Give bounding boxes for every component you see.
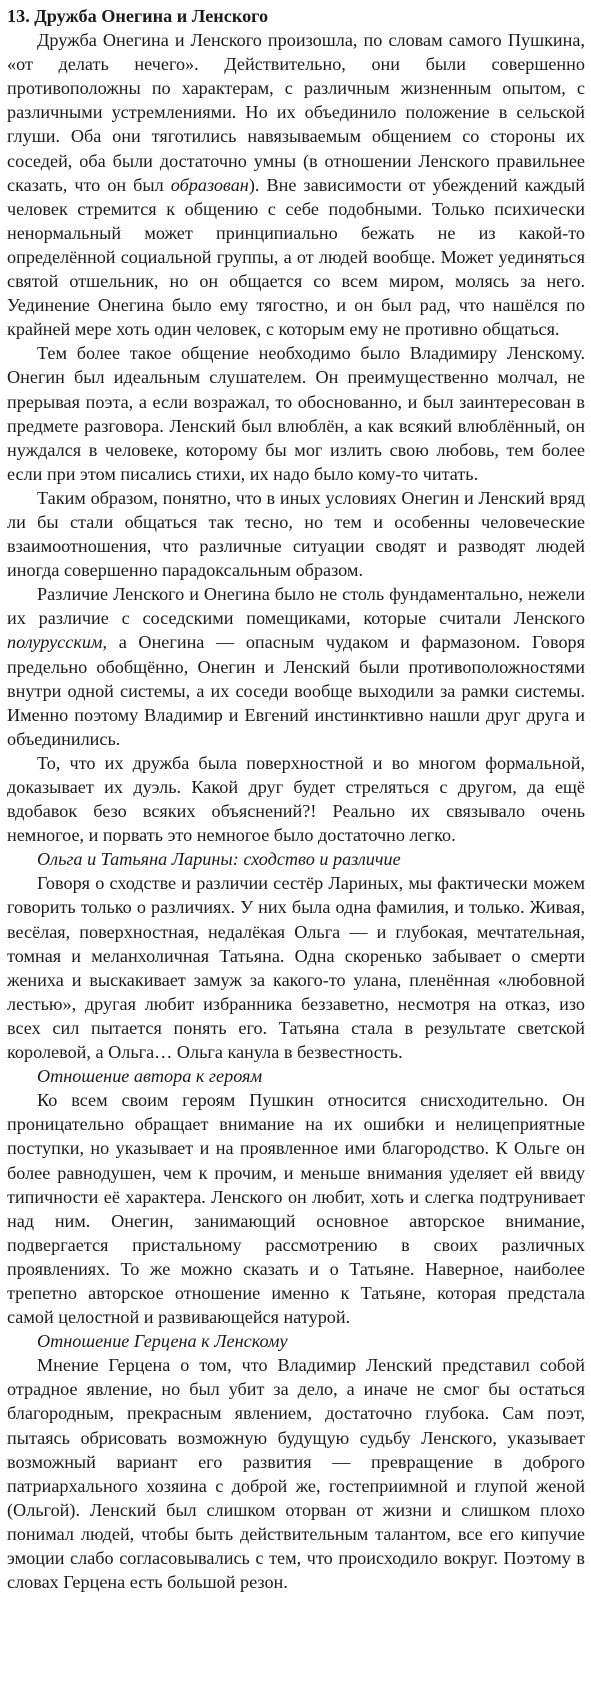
italic-term: образован <box>170 174 249 195</box>
paragraph: Говоря о сходстве и различии сестёр Лариных, мы фактически можем говорить только о различиях. У них была одна фамилия, и только. Живая, весёлая, поверхностная, недалёкая Ольга — и глубокая, мечтательная, томная и меланхоличная Татьяна. Одна скоренько забывает о смерти жениха и выскакивает замуж за какого-то улана, пленённая «любовной лестью», другая любит избранника беззаветно, несмотря на отказ, изо всех сил пытается понять его. Татьяна стала в результате светской королевой, а Ольга… Ольга канула в безвестность. <box>7 873 585 1063</box>
paragraph <box>7 28 585 341</box>
chapter-heading: 13. Дружба Онегина и Ленского <box>7 6 269 26</box>
paragraph-text: Дружба Онегина и Ленского произошла, по словам самого Пушкина, «от делать нечего». Действительно, они были совершенно противоположны по характерам, с различным жизненным опытом, с различными устремлениями. Но их объединило положение в сельской глуши. Оба они тяготились навязываемым общением со стороны их соседей, оба были достаточно умны (в отношении Ленского правильнее сказать, что он был <box>7 30 585 195</box>
section-subheading: Отношение Герцена к Ленскому <box>37 1331 288 1352</box>
paragraph <box>7 582 585 751</box>
section-subheading: Ольга и Татьяна Ларины: сходство и различие <box>37 849 401 870</box>
paragraph-text: Различие Ленского и Онегина было не столь фундаментально, нежели их различие с соседскими помещиками, которые считали Ленского <box>7 584 585 629</box>
paragraph-text: ). Вне зависимости от убеждений каждый человек стремится к общению с себе подобными. Только психически ненормальный может принципиально бежать не из какой-то определённой социальной группы, а от людей вообще. Может уединяться святой отшельник, но он общается со всем миром, молясь за него. Уединение Онегина было ему тягостно, и он был рад, что нашёлся по крайней мере хоть один человек, с которым ему не противно общаться. <box>7 174 585 340</box>
paragraph: То, что их дружба была поверхностной и во многом формальной, доказывает их дуэль. Какой друг будет стреляться с другом, да ещё вдобавок безо всяких объяснений?! Реально их связывало очень немногое, и порвать это немногое было достаточно легко. <box>7 752 585 846</box>
section-subheading: Отношение автора к героям <box>37 1066 263 1087</box>
paragraph: Таким образом, понятно, что в иных условиях Онегин и Ленский вряд ли бы стали общаться так тесно, но тем и особенны человеческие взаимоотношения, что различные ситуации сводят и разводят людей иногда совершенно парадоксальным образом. <box>7 487 585 581</box>
paragraph: Ко всем своим героям Пушкин относится снисходительно. Он проницательно обращает внимание на их ошибки и нелицеприятные поступки, но указывает и на проявленное ими благородство. К Ольге он более равнодушен, чем к прочим, и меньше внимания уделяет ей ввиду типичности её характера. Ленского он любит, хоть и слегка подтрунивает над ним. Онегин, занимающий основное авторское внимание, подвергается пристальному рассмотрению в своих различных проявлениях. То же можно сказать и о Татьяне. Наверное, наиболее трепетно авторское отношение именно к Татьяне, которая предстала самой целостной и развивающейся натурой. <box>7 1090 585 1328</box>
paragraph-text: , а Онегина — опасным чудаком и фармазоном. Говоря предельно обобщённо, Онегин и Ленский были противоположностями внутри одной системы, а их соседи вообще выходили за рамки системы. Именно поэтому Владимир и Евгений инстинктивно нашли друг друга и объединились. <box>7 632 585 749</box>
italic-term: полурусским <box>7 632 103 653</box>
paragraph: Тем более такое общение необходимо было Владимиру Ленскому. Онегин был идеальным слушателем. Он преимущественно молчал, не прерывая поэта, а если возражал, то обоснованно, и был заинтересован в предмете разговора. Ленский был влюблён, а как всякий влюблённый, он нуждался в человеке, которому бы мог излить свою любовь, тем более если при этом писались стихи, их надо было кому-то читать. <box>7 343 585 484</box>
paragraph: Мнение Герцена о том, что Владимир Ленский представил собой отрадное явление, но был убит за дело, а иначе не смог бы остаться благородным, прекрасным явлением, достаточно глубока. Сам поэт, пытаясь обрисовать возможную будущую судьбу Ленского, указывает возможный вариант его развития — превращение в доброго патриархального хозяина с доброй же, гостеприимной и глупой женой (Ольгой). Ленский был слишком оторван от жизни и слишком плохо понимал людей, чтобы быть действительным талантом, все его кипучие эмоции слабо согласовывались с тем, что происходило вокруг. Поэтому в словах Герцена есть большой резон. <box>7 1355 585 1593</box>
